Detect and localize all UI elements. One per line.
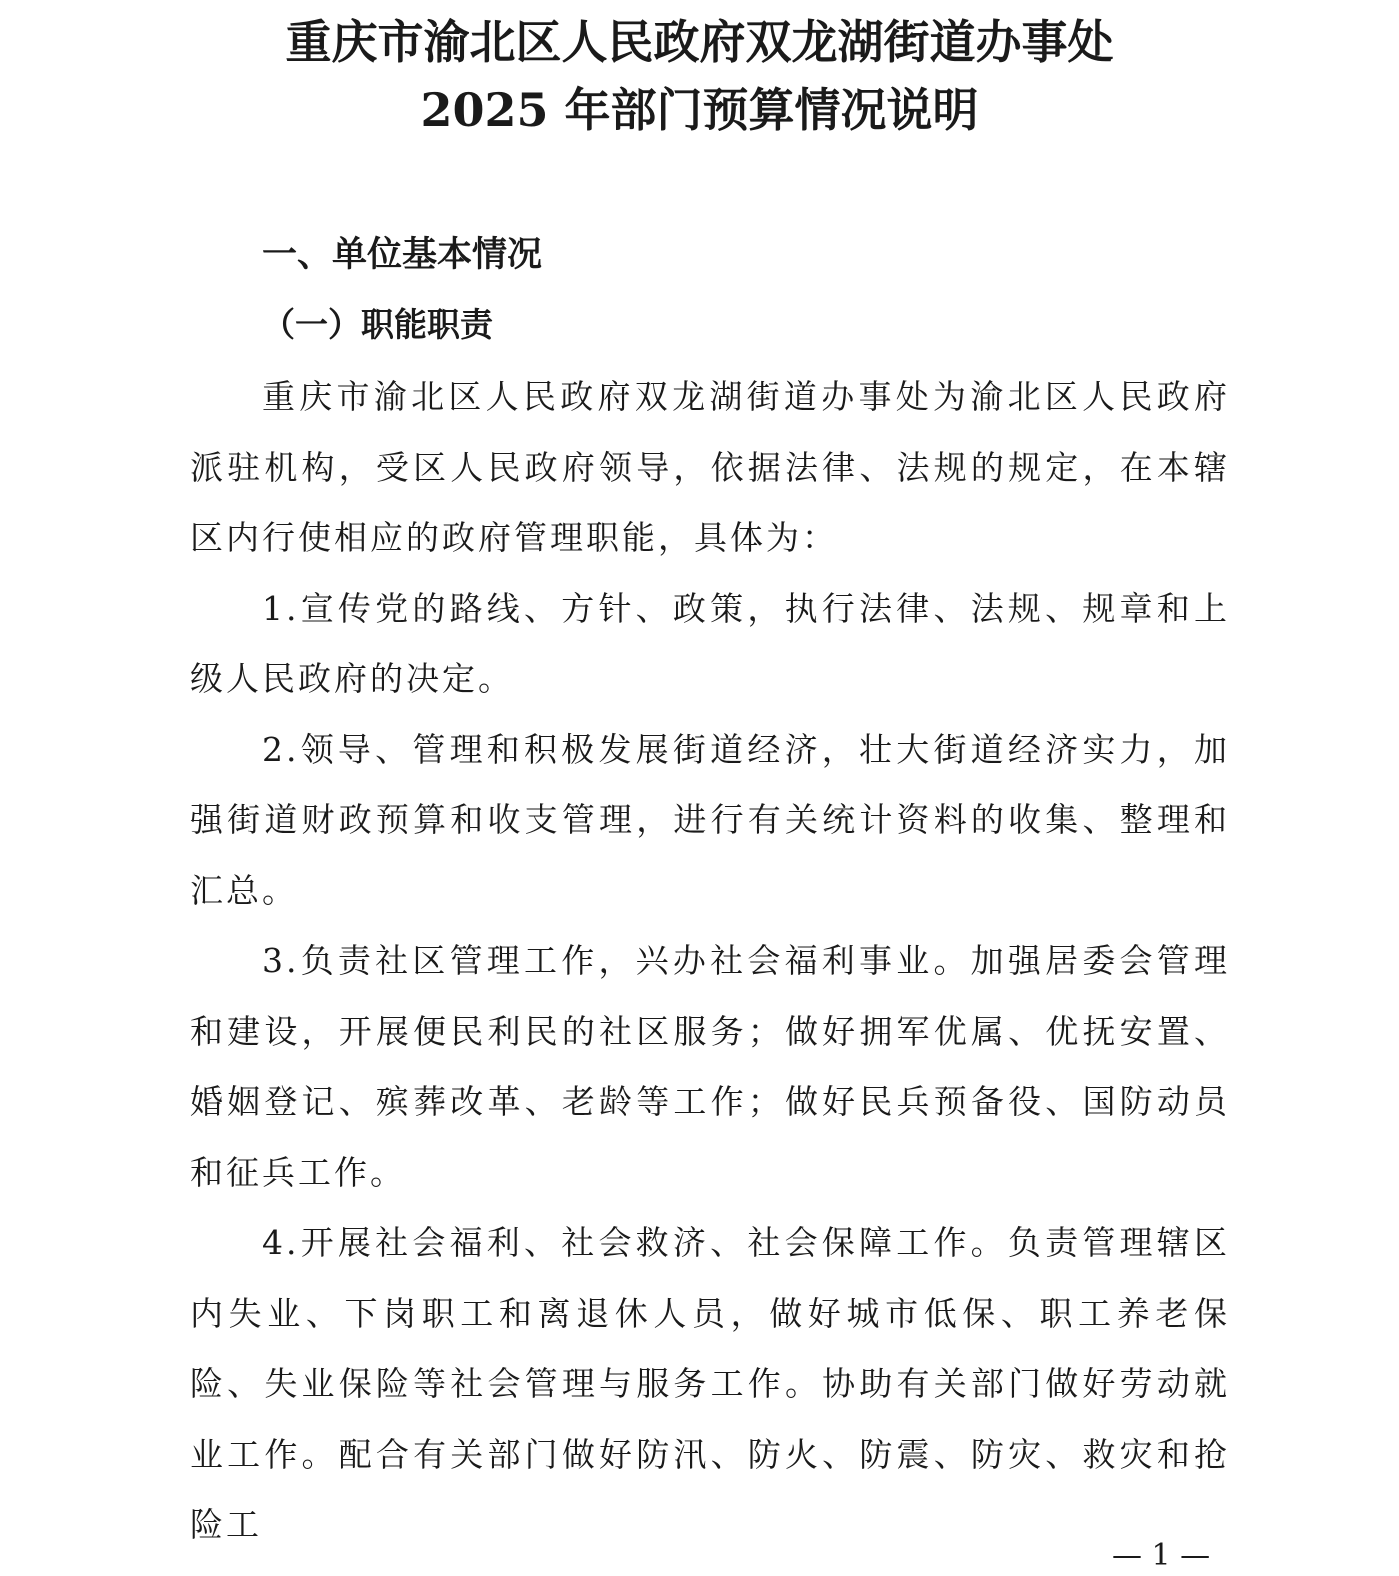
paragraph-item-4: 4.开展社会福利、社会救济、社会保障工作。负责管理辖区内失业、下岗职工和离退休人员，做好城市低保、职工养老保险、失业保险等社会管理与服务工作。协助有关部门做好劳动就业工作。配合有关部门做好防汛、防火、防震、防灾、救灾和抢险工 bbox=[190, 1223, 1230, 1544]
subsection-heading: （一）职能职责 bbox=[262, 305, 493, 344]
document-title-line-2: 2025 年部门预算情况说明 bbox=[420, 83, 979, 137]
paragraph-item-3: 3.负责社区管理工作，兴办社会福利事业。加强居委会管理和建设，开展便民利民的社区服务；做好拥军优属、优抚安置、婚姻登记、殡葬改革、老龄等工作；做好民兵预备役、国防动员和征兵工作。 bbox=[190, 941, 1230, 1192]
document-title-line-1: 重庆市渝北区人民政府双龙湖街道办事处 bbox=[285, 15, 1114, 69]
body-text bbox=[190, 362, 1230, 1561]
paragraph-item-1: 1.宣传党的路线、方针、政策，执行法律、法规、规章和上级人民政府的决定。 bbox=[190, 588, 1230, 698]
page-number: — 1 — bbox=[1112, 1538, 1211, 1573]
paragraph-item-2: 2.领导、管理和积极发展街道经济，壮大街道经济实力，加强街道财政预算和收支管理，进行有关统计资料的收集、整理和汇总。 bbox=[190, 729, 1230, 910]
section-heading: 一、单位基本情况 bbox=[262, 235, 543, 275]
paragraph-intro: 重庆市渝北区人民政府双龙湖街道办事处为渝北区人民政府派驻机构，受区人民政府领导，依据法律、法规的规定，在本辖区内行使相应的政府管理职能，具体为： bbox=[190, 377, 1230, 557]
